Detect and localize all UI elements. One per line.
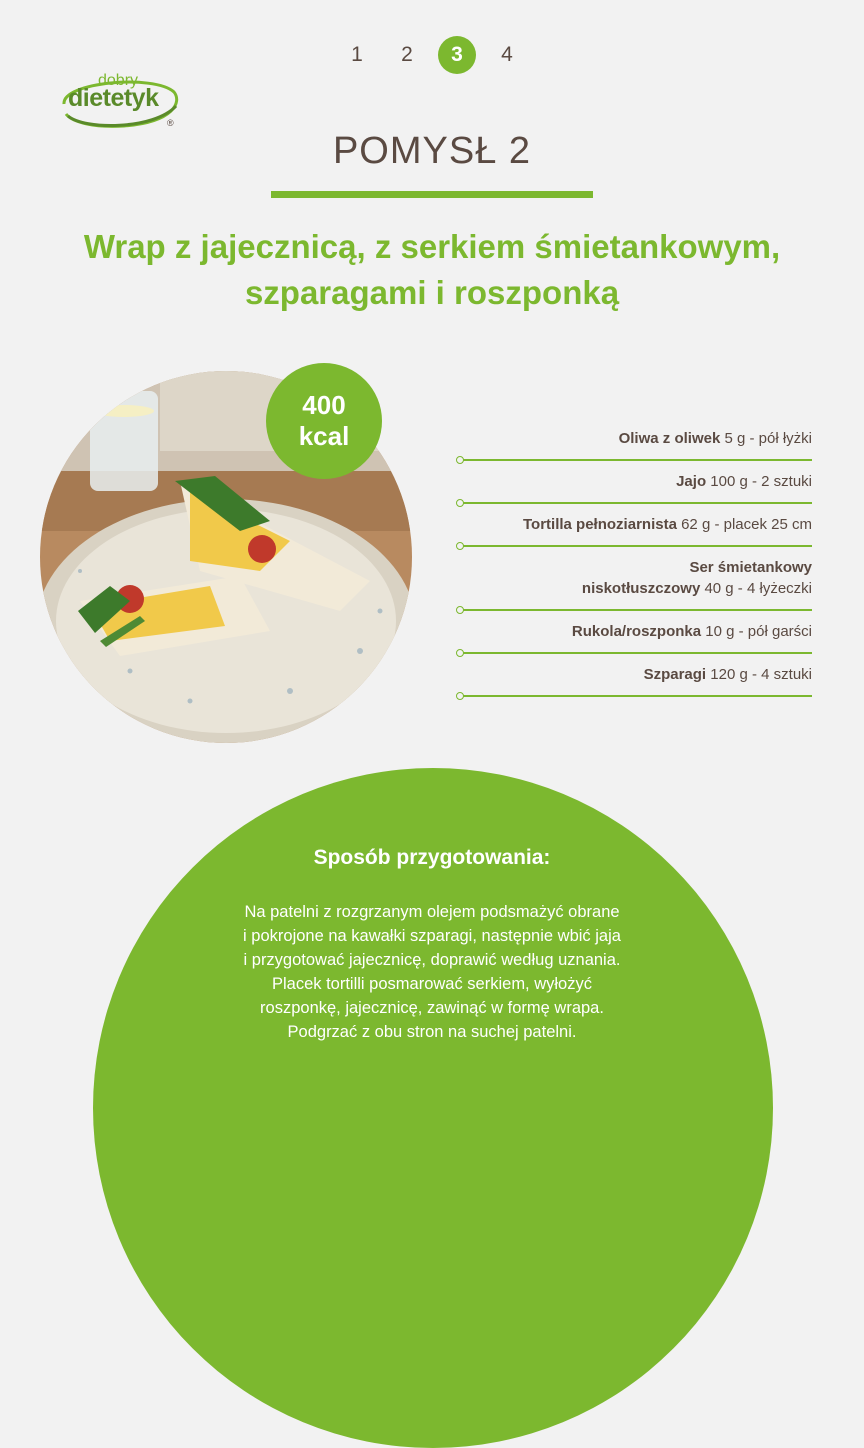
ingredient-amount: 120 g - 4 sztuki [706,666,812,683]
ingredient-item [457,547,812,611]
ingredient-item [457,461,812,504]
calories-value: 400 [302,390,346,420]
preparation-line: Podgrzać z obu stron na suchej patelni. [287,1023,577,1041]
logo-registered-mark: ® [167,118,174,128]
bullet-dot-icon [456,499,464,507]
bullet-dot-icon [456,456,464,464]
page-3-link-current[interactable]: 3 [438,36,476,74]
logo-main-text: dietetyk [68,84,159,112]
recipe-title-line-1: Wrap z jajecznicą, z serkiem śmietankowym, [83,228,781,265]
ingredient-name: Szparagi [643,666,707,683]
ingredient-name: Rukola/roszponka [571,623,702,640]
preparation-line: Na patelni z rozgrzanym olejem podsmażyć obrane [244,903,620,921]
preparation-line: i przygotować jajecznicę, doprawić według uznania. [243,951,621,969]
page-1-link[interactable]: 1 [351,43,363,66]
idea-title: POMYSŁ 2 [332,130,532,172]
bullet-dot-icon [456,692,464,700]
preparation-title: Sposób przygotowania: [313,846,551,869]
ingredient-amount: 100 g - 2 sztuki [706,473,812,490]
calories-badge [266,363,382,479]
ingredient-item [457,418,812,461]
page-4-link[interactable]: 4 [501,43,513,66]
preparation-circle [93,768,773,1448]
ingredient-amount: 5 g - pół łyżki [720,430,812,447]
title-divider [271,191,593,198]
ingredient-item [457,611,812,654]
bullet-dot-icon [456,542,464,550]
preparation-line: Placek tortilli posmarować serkiem, wyłożyć [271,975,592,993]
pagination [0,36,864,74]
bullet-dot-icon [456,649,464,657]
preparation-line: roszponkę, jajecznicę, zawinąć w formę wrapa. [260,999,604,1017]
ingredient-item [457,654,812,697]
logo-top-text: dobry [98,72,139,89]
ingredient-name: Jajo [676,473,707,490]
preparation-line: i pokrojone na kawałki szparagi, następnie wbić jaja [243,927,621,945]
ingredient-amount: 62 g - placek 25 cm [676,516,812,533]
bullet-dot-icon [456,606,464,614]
dobry-dietetyk-logo [54,70,184,134]
ingredients-list [457,418,812,697]
recipe-title-line-2: szparagami i roszponką [244,274,620,311]
ingredient-name: Tortilla pełnoziarnista [523,516,677,533]
ingredient-amount: 40 g - 4 łyżeczki [700,580,812,597]
ingredient-name: Oliwa z oliwek [618,430,721,447]
ingredient-name-line-2: niskotłuszczowy [581,580,701,597]
recipe-title [20,224,844,316]
page-2-link[interactable]: 2 [401,43,413,66]
preparation-text [182,900,682,1044]
ingredient-item [457,504,812,547]
ingredient-name-line-1: Ser śmietankowy [689,559,812,576]
calories-unit: kcal [298,421,350,451]
ingredient-amount: 10 g - pół garści [701,623,812,640]
